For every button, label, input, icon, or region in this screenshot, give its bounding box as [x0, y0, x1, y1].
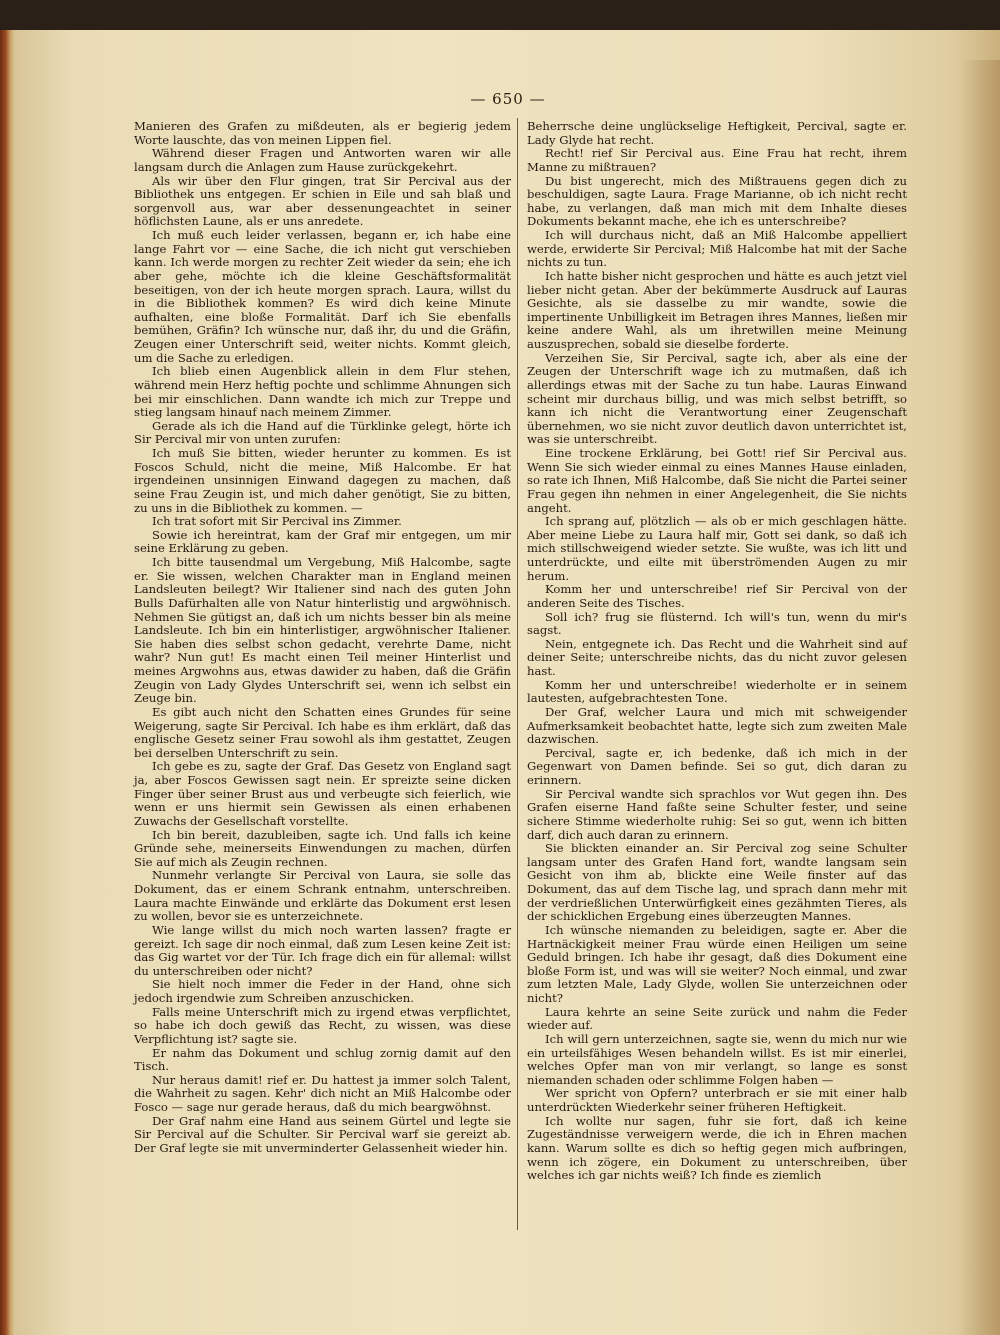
- paragraph: Wie lange willst du mich noch warten lassen? fragte er gereizt. Ich sage dir noch einmal, daß zum Lesen keine Zeit ist: das Gig wartet vor der Tür. Ich frage dich ein für allemal: willst du unterschreiben oder nicht?: [134, 922, 511, 978]
- paragraph: Ich gebe es zu, sagte der Graf. Das Gesetz von England sagt ja, aber Foscos Gewissen sagt nein. Er spreizte seine dicken Finger über seiner Brust aus und verbeugte sich feierlich, wie wenn er uns hiermit sein Gewissen als einen erhabenen Zuwachs der Gesellschaft vorstellte.: [134, 759, 511, 828]
- paragraph: Während dieser Fragen und Antworten waren wir alle langsam durch die Anlagen zum Hause zurückgekehrt.: [134, 146, 511, 174]
- paragraph: Komm her und unterschreibe! wiederholte er in seinem lautesten, aufgebrachtesten Tone.: [527, 677, 907, 706]
- text-column-right: [527, 120, 907, 1183]
- paragraph: Laura kehrte an seine Seite zurück und nahm die Feder wieder auf.: [527, 1004, 907, 1033]
- page-number: — 650 —: [470, 90, 546, 108]
- paragraph: Beherrsche deine unglückselige Heftigkeit, Percival, sagte er. Lady Glyde hat recht.: [527, 119, 907, 147]
- paragraph: Ich wollte nur sagen, fuhr sie fort, daß ich keine Zugeständnisse verweigern werde, die ich in Ehren machen kann. Warum sollte es dich so heftig gegen mich aufbringen, wenn ich zögere, ein Dokument zu unterschreiben, über welches ich gar nichts weiß? Ich finde es ziemlich: [527, 1113, 907, 1183]
- paragraph: Falls meine Unterschrift mich zu irgend etwas verpflichtet, so habe ich doch gewiß das Recht, zu wissen, was diese Verpflichtung ist? sagte sie.: [134, 1004, 511, 1046]
- paragraph: Soll ich? frug sie flüsternd. Ich will's tun, wenn du mir's sagst.: [527, 609, 907, 638]
- paragraph: Ich muß Sie bitten, wieder herunter zu kommen. Es ist Foscos Schuld, nicht die meine, Miß Halcombe. Er hat irgendeinen unsinnigen Einwand dagegen zu machen, daß seine Frau Zeugin ist, und mich daher genötigt, Sie zu bitten, zu uns in die Bibliothek zu kommen. —: [134, 446, 511, 515]
- book-edge: [0, 30, 14, 1335]
- paragraph: Als wir über den Flur gingen, trat Sir Percival aus der Bibliothek uns entgegen. Er schien in Eile und sah blaß und sorgenvoll aus, war aber dessenungeachtet in seiner höflichsten Laune, als er uns anredete.: [134, 173, 511, 229]
- paragraph: Ich will gern unterzeichnen, sagte sie, wenn du mich nur wie ein urteilsfähiges Wesen behandeln willst. Es ist mir einerlei, welches Opfer man von mir verlangt, so lange es sonst niemanden schaden oder schlimme Folgen haben —: [527, 1031, 907, 1087]
- paragraph: Ich sprang auf, plötzlich — als ob er mich geschlagen hätte. Aber meine Liebe zu Laura half mir, Gott sei dank, so daß ich mich stillschweigend wieder setzte. Sie wußte, was ich litt und unterdrückte, und eilte mit überströmenden Augen zu mir herum.: [527, 514, 907, 583]
- paragraph: Gerade als ich die Hand auf die Türklinke gelegt, hörte ich Sir Percival mir von unten zurufen:: [134, 418, 511, 447]
- paragraph: Sowie ich hereintrat, kam der Graf mir entgegen, um mir seine Erklärung zu geben.: [134, 527, 511, 556]
- paragraph: Der Graf nahm eine Hand aus seinem Gürtel und legte sie Sir Percival auf die Schulter. Sir Percival warf sie gereizt ab. Der Graf legte sie mit unverminderter Gelassenheit wieder hin.: [134, 1113, 511, 1155]
- text-column-left: [134, 120, 511, 1156]
- paragraph: Manieren des Grafen zu mißdeuten, als er begierig jedem Worte lauschte, das von meinen Lippen fiel.: [134, 119, 511, 147]
- paragraph: Ich wünsche niemanden zu beleidigen, sagte er. Aber die Hartnäckigkeit meiner Frau würde einen Heiligen um seine Geduld bringen. Ich habe ihr gesagt, daß dies Dokument eine bloße Form ist, und was will sie weiter? Noch einmal, und zwar zum letzten Male, Lady Glyde, wollen Sie unterzeichnen oder nicht?: [527, 922, 907, 1005]
- paragraph: Er nahm das Dokument und schlug zornig damit auf den Tisch.: [134, 1045, 511, 1074]
- paragraph: Ich bin bereit, dazubleiben, sagte ich. Und falls ich keine Gründe sehe, meinerseits Einwendungen zu machen, dürfen Sie auf mich als Zeugin rechnen.: [134, 827, 511, 869]
- paragraph: Sir Percival wandte sich sprachlos vor Wut gegen ihn. Des Grafen eiserne Hand faßte seine Schulter fester, und seine sichere Stimme wiederholte ruhig: Sei so gut, wenn ich bitten darf, dich auch daran zu erinnern.: [527, 786, 907, 842]
- paragraph: Du bist ungerecht, mich des Mißtrauens gegen dich zu beschuldigen, sagte Laura. Frage Marianne, ob ich nicht recht habe, zu verlangen, daß man mich mit dem Inhalte dieses Dokuments bekannt mache, ehe ich es unterschreibe?: [527, 173, 907, 229]
- paragraph: Der Graf, welcher Laura und mich mit schweigender Aufmerksamkeit beobachtet hatte, legte sich zum zweiten Male dazwischen.: [527, 704, 907, 747]
- paragraph: Ich blieb einen Augenblick allein in dem Flur stehen, während mein Herz heftig pochte und schlimme Ahnungen sich bei mir einschlichen. Dann wandte ich mich zur Treppe und stieg langsam hinauf nach meinem Zimmer.: [134, 364, 511, 420]
- page-fold-shadow: [960, 60, 1000, 1335]
- paragraph: Verzeihen Sie, Sir Percival, sagte ich, aber als eine der Zeugen der Unterschrift wage ich zu mutmaßen, daß ich allerdings etwas mit der Sache zu tun habe. Lauras Einwand scheint mir durchaus billig, und was mich selbst betrifft, so kann ich nicht die Verantwortung einer Zeugenschaft übernehmen, wo sie nicht zuvor deutlich davon unterrichtet ist, was sie unterschreibt.: [527, 350, 907, 447]
- scan-background: [0, 0, 1000, 30]
- paragraph: Ich muß euch leider verlassen, begann er, ich habe eine lange Fahrt vor — eine Sache, die ich nicht gut verschieben kann. Ich werde morgen zu rechter Zeit wieder da sein; ehe ich aber gehe, möchte ich die kleine Geschäftsformalität beseitigen, von der ich heute morgen sprach. Laura, willst du in die Bibliothek kommen? Es wird dich keine Minute aufhalten, eine bloße Formalität. Darf ich Sie ebenfalls bemühen, Gräfin? Ich wünsche nur, daß ihr, du und die Gräfin, Zeugen einer Unterschrift seid, weiter nichts. Kommt gleich, um die Sache zu erledigen.: [134, 228, 511, 365]
- paragraph: Es gibt auch nicht den Schatten eines Grundes für seine Weigerung, sagte Sir Percival. Ich habe es ihm erklärt, daß das englische Gesetz seiner Frau sowohl als ihm gestattet, Zeugen bei derselben Unterschrift zu sein.: [134, 704, 511, 760]
- paragraph: Ich will durchaus nicht, daß an Miß Halcombe appelliert werde, erwiderte Sir Percival; Miß Halcombe hat mit der Sache nichts zu tun.: [527, 228, 907, 270]
- paragraph: Sie hielt noch immer die Feder in der Hand, ohne sich jedoch irgendwie zum Schreiben anzuschicken.: [134, 977, 511, 1005]
- paragraph: Nunmehr verlangte Sir Percival von Laura, sie solle das Dokument, das er einem Schrank entnahm, unterschreiben. Laura machte Einwände und erklärte das Dokument erst lesen zu wollen, bevor sie es unterzeichnete.: [134, 868, 511, 924]
- paragraph: Sie blickten einander an. Sir Percival zog seine Schulter langsam unter des Grafen Hand fort, wandte langsam sein Gesicht von ihm ab, blickte eine Weile finster auf das Dokument, das auf dem Tische lag, und sprach dann mehr mit der verdrießlichen Unterwürfigkeit eines gezähmten Tieres, als der schicklichen Ergebung eines überzeugten Mannes.: [527, 841, 907, 924]
- paragraph: Wer spricht von Opfern? unterbrach er sie mit einer halb unterdrückten Wiederkehr seiner früheren Heftigkeit.: [527, 1086, 907, 1114]
- paragraph: Ich hatte bisher nicht gesprochen und hätte es auch jetzt viel lieber nicht getan. Aber der bekümmerte Ausdruck auf Lauras Gesichte, als sie dasselbe zu mir wandte, sowie die impertinente Unbilligkeit im Betragen ihres Mannes, ließen mir keine andere Wahl, als um ihretwillen meine Meinung auszusprechen, sobald sie dieselbe forderte.: [527, 268, 907, 351]
- paragraph: Percival, sagte er, ich bedenke, daß ich mich in der Gegenwart von Damen befinde. Sei so gut, dich daran zu erinnern.: [527, 745, 907, 787]
- paragraph: Recht! rief Sir Percival aus. Eine Frau hat recht, ihrem Manne zu mißtrauen?: [527, 146, 907, 174]
- paragraph: Eine trockene Erklärung, bei Gott! rief Sir Percival aus. Wenn Sie sich wieder einmal zu eines Mannes Hause einladen, so rate ich Ihnen, Miß Halcombe, daß Sie nicht die Partei seiner Frau gegen ihn nehmen in einer Angelegenheit, die Sie nichts angeht.: [527, 446, 907, 515]
- paragraph: Ich trat sofort mit Sir Percival ins Zimmer.: [152, 514, 402, 529]
- paragraph: Nur heraus damit! rief er. Du hattest ja immer solch Talent, die Wahrheit zu sagen. Kehr' dich nicht an Miß Halcombe oder Fosco — sage nur gerade heraus, daß du mich beargwöhnst.: [134, 1072, 511, 1114]
- paragraph: Nein, entgegnete ich. Das Recht und die Wahrheit sind auf deiner Seite; unterschreibe nichts, das du nicht zuvor gelesen hast.: [527, 636, 907, 678]
- paragraph: Komm her und unterschreibe! rief Sir Percival von der anderen Seite des Tisches.: [527, 582, 907, 610]
- column-divider: [517, 118, 518, 1230]
- paragraph: Ich bitte tausendmal um Vergebung, Miß Halcombe, sagte er. Sie wissen, welchen Charakter man in England meinen Landsleuten beilegt? Wir Italiener sind nach des guten John Bulls Dafürhalten alle von Natur hinterlistig und argwöhnisch. Nehmen Sie gütigst an, daß ich um nichts besser bin als meine Landsleute. Ich bin ein hinterlistiger, argwöhnischer Italiener. Sie haben dies selbst schon gedacht, verehrte Dame, nicht wahr? Nun gut! Es macht einen Teil meiner Hinterlist und meines Argwohns aus, etwas dawider zu haben, daß die Gräfin Zeugin von Lady Glydes Unterschrift sei, wenn ich selbst ein Zeuge bin.: [134, 555, 511, 706]
